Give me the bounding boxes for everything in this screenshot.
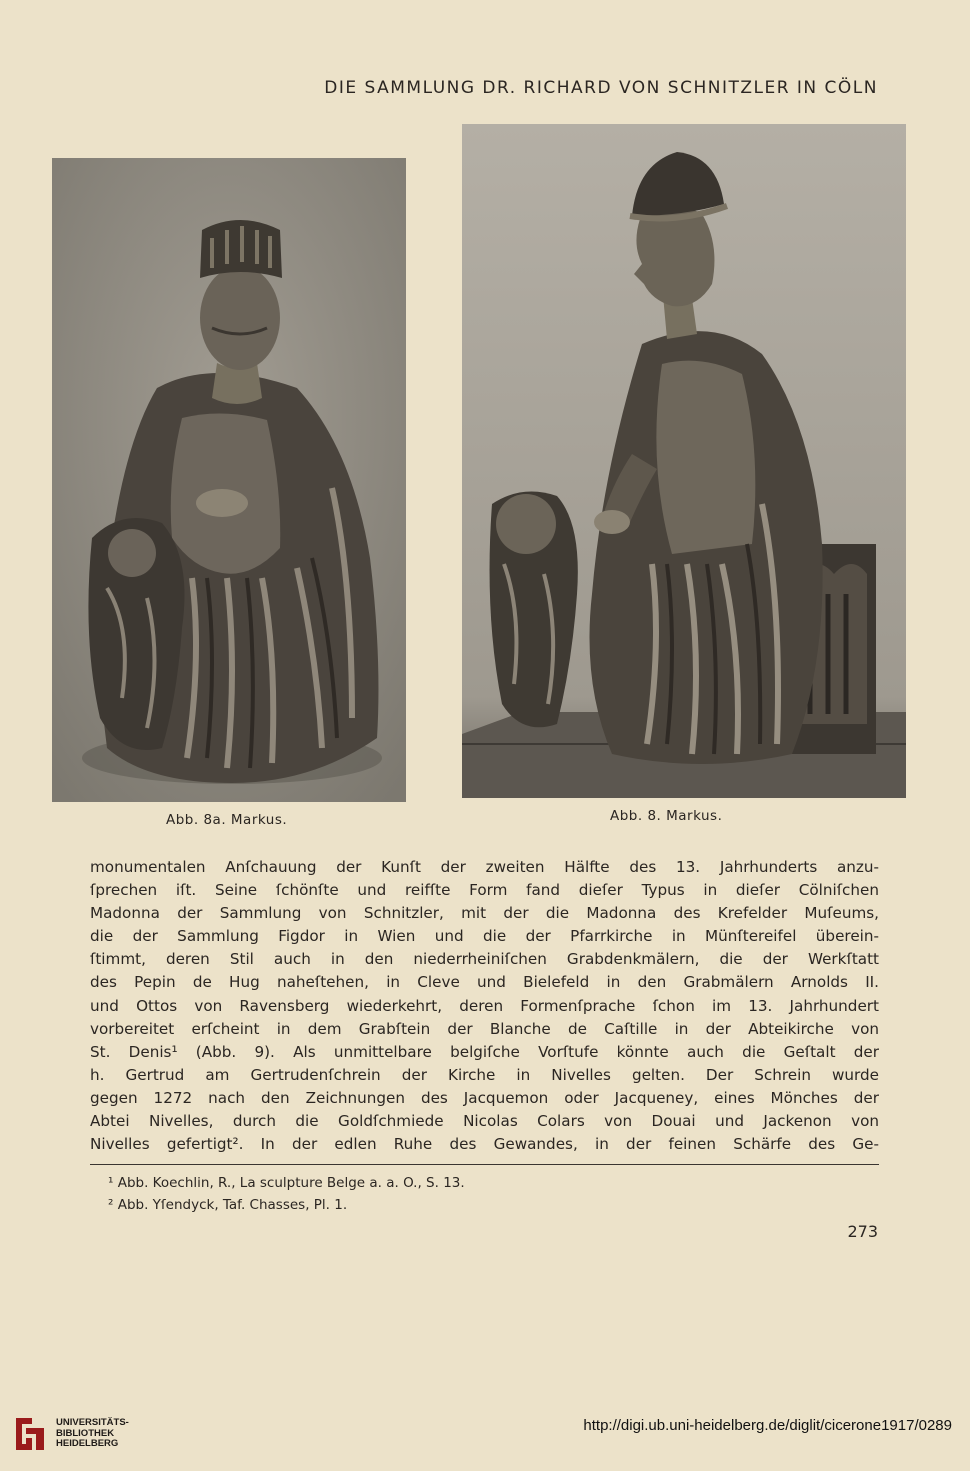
text-line: Madonna der Sammlung von Schnitzler, mit der die Madonna des Krefelder Muſeums,	[90, 904, 879, 923]
text-line: und Ottos von Ravensberg wiederkehrt, deren Formenſprache ſchon im 13. Jahrhundert	[90, 996, 879, 1015]
photo-markus-profile	[462, 124, 906, 798]
footnote-rule	[90, 1164, 879, 1165]
text-line: ſtimmt, deren Stil auch in den niederrheiniſchen Grabdenkmälern, die der Werkſtatt	[90, 950, 879, 969]
footnote-2: ² Abb. Yſendyck, Taf. Chasses, Pl. 1.	[108, 1197, 348, 1213]
library-name-line: UNIVERSITÄTS-	[56, 1417, 129, 1429]
text-line: monumentalen Anſchauung der Kunſt der zweiten Hälfte des 13. Jahrhunderts anzu-	[90, 858, 879, 876]
caption-fig-8a: Abb. 8a. Markus.	[166, 812, 288, 828]
text-line: St. Denis¹ (Abb. 9). Als unmittelbare belgiſche Vorſtufe könnte auch die Geſtalt der	[90, 1042, 879, 1061]
text-line: vorbereitet erſcheint in dem Grabſtein der Blanche de Caſtille in der Abteikirche von	[90, 1019, 879, 1038]
footnote-1: ¹ Abb. Koechlin, R., La sculpture Belge a. a. O., S. 13.	[108, 1175, 465, 1191]
page-number: 273	[847, 1222, 878, 1241]
text-line: h. Gertrud am Gertrudenſchrein der Kirche in Nivelles gelten. Der Schrein wurde	[90, 1065, 879, 1084]
running-head: DIE SAMMLUNG DR. RICHARD VON SCHNITZLER IN CÖLN	[324, 78, 878, 98]
library-name-line: HEIDELBERG	[56, 1438, 119, 1450]
sculpture-front-image	[52, 158, 406, 802]
text-line: ſprechen iſt. Seine ſchönſte und reifſte Form fand dieſer Typus in dieſer Cölniſchen	[90, 881, 879, 900]
text-line: die der Sammlung Figdor in Wien und die der Pfarrkirche in Münſtereifel überein-	[90, 927, 879, 946]
library-name-line: BIBLIOTHEK	[56, 1427, 115, 1439]
library-logo[interactable]	[10, 1414, 129, 1454]
source-url-link[interactable]: http://digi.ub.uni-heidelberg.de/diglit/cicerone1917/0289	[583, 1417, 952, 1434]
library-logo-icon	[10, 1414, 50, 1454]
text-line: des Pepin de Hug naheſtehen, in Cleve und Bielefeld in den Grabmälern Arnolds II.	[90, 973, 879, 992]
caption-fig-8: Abb. 8. Markus.	[610, 808, 723, 824]
footnotes	[108, 1172, 465, 1216]
text-line: gegen 1272 nach den Zeichnungen des Jacquemon oder Jacqueney, eines Mönches der	[90, 1088, 879, 1107]
photo-markus-front	[52, 158, 406, 802]
library-name	[56, 1418, 129, 1450]
sculpture-profile-image	[462, 124, 906, 798]
body-text	[90, 856, 879, 1156]
text-line: Abtei Nivelles, durch die Goldſchmiede Nicolas Colars von Douai und Jackenon von	[90, 1112, 879, 1131]
text-line: Nivelles gefertigt². In der edlen Ruhe des Gewandes, in der feinen Schärfe des Ge-	[90, 1135, 879, 1154]
